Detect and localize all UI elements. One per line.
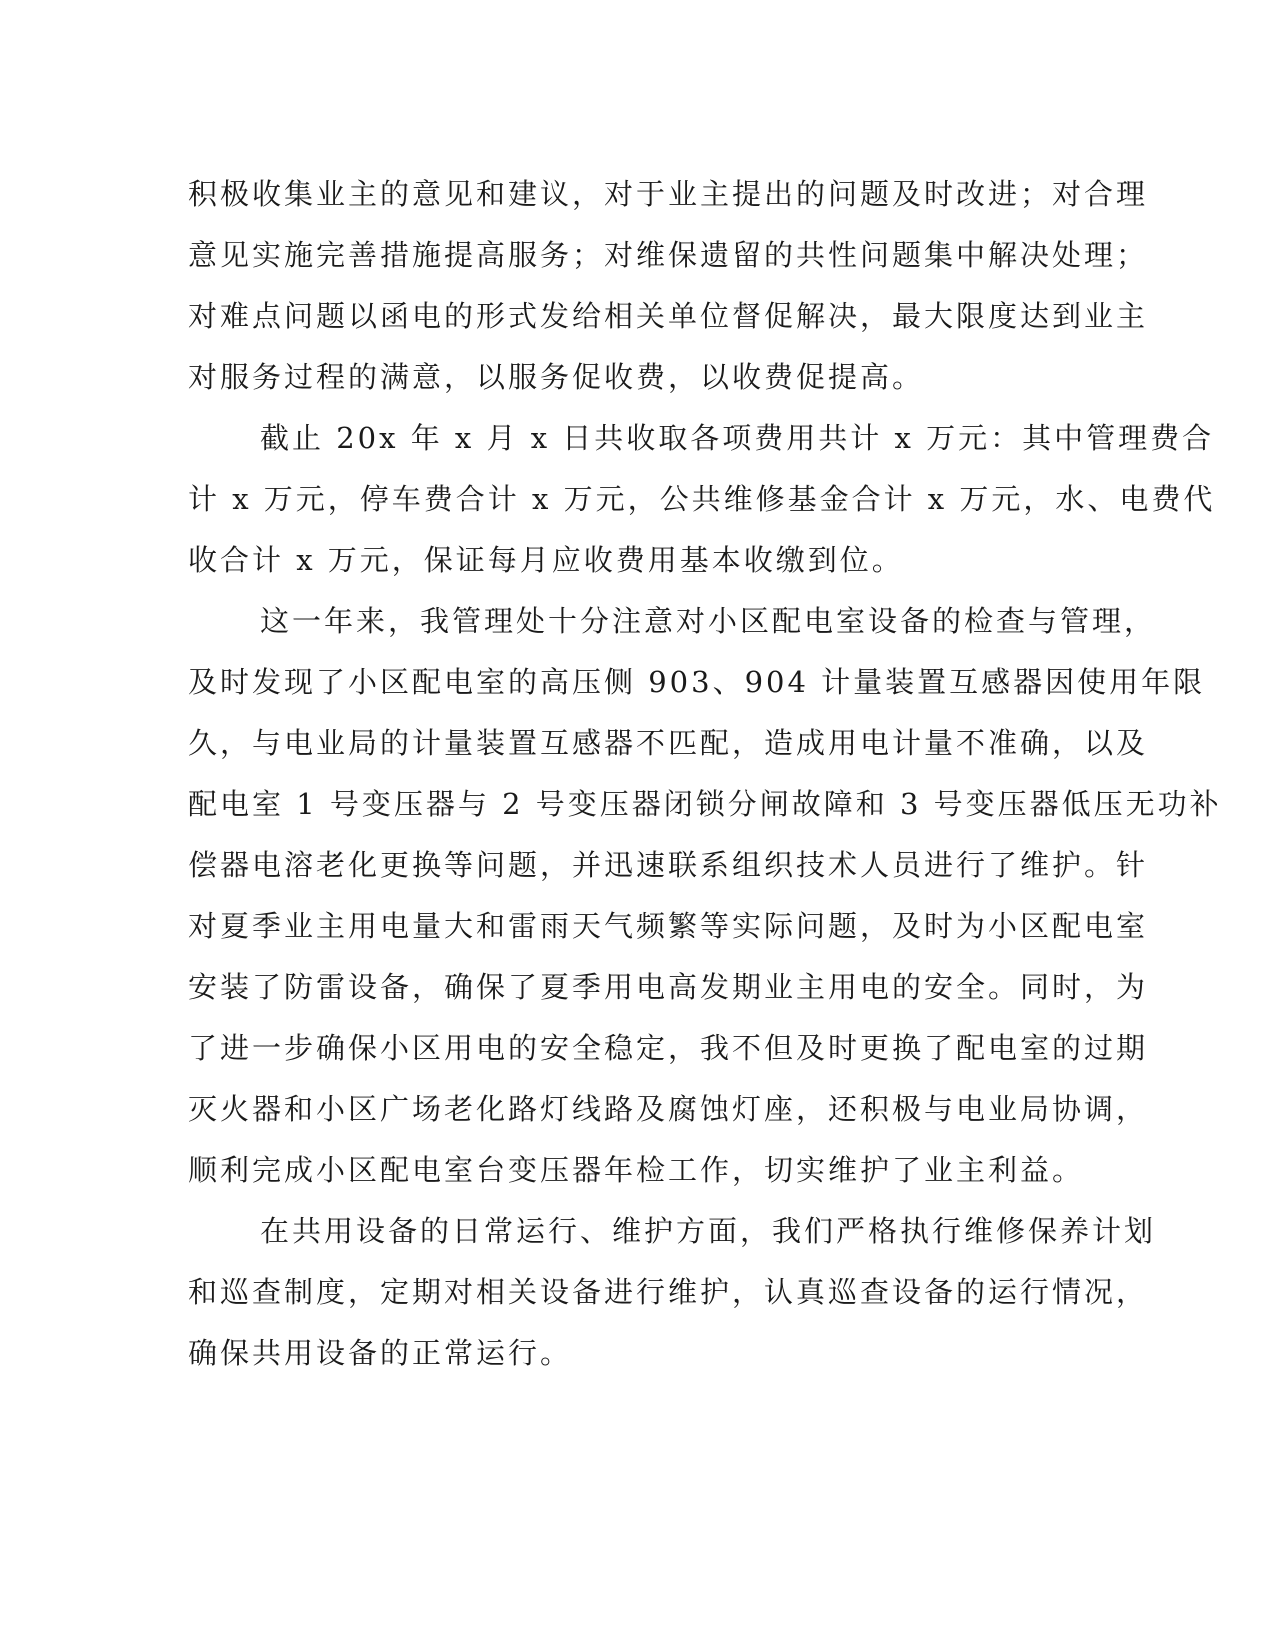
text-line: 及时发现了小区配电室的高压侧 903、904 计量装置互感器因使用年限 (188, 665, 1206, 699)
text-line: 偿器电溶老化更换等问题，并迅速联系组织技术人员进行了维护。针 (188, 848, 1149, 882)
text-line: 和巡查制度，定期对相关设备进行维护，认真巡查设备的运行情况， (188, 1275, 1149, 1309)
text-line: 对难点问题以函电的形式发给相关单位督促解决，最大限度达到业主 (188, 299, 1149, 333)
paragraph-start-line: 截止 20x 年 x 月 x 日共收取各项费用共计 x 万元：其中管理费合 (260, 421, 1215, 455)
paragraph-start-line: 这一年来，我管理处十分注意对小区配电室设备的检查与管理， (260, 604, 1157, 638)
text-line: 对服务过程的满意，以服务促收费，以收费促提高。 (188, 360, 925, 394)
text-line: 意见实施完善措施提高服务；对维保遗留的共性问题集中解决处理； (188, 238, 1149, 272)
text-line: 了进一步确保小区用电的安全稳定，我不但及时更换了配电室的过期 (188, 1031, 1149, 1065)
text-line: 收合计 x 万元，保证每月应收费用基本收缴到位。 (188, 543, 904, 577)
paragraph-start-line: 在共用设备的日常运行、维护方面，我们严格执行维修保养计划 (260, 1214, 1157, 1248)
text-line: 配电室 1 号变压器与 2 号变压器闭锁分闸故障和 3 号变压器低压无功补 (188, 787, 1222, 821)
text-line: 对夏季业主用电量大和雷雨天气频繁等实际问题，及时为小区配电室 (188, 909, 1149, 943)
text-line: 安装了防雷设备，确保了夏季用电高发期业主用电的安全。同时，为 (188, 970, 1149, 1004)
text-line: 灭火器和小区广场老化路灯线路及腐蚀灯座，还积极与电业局协调， (188, 1092, 1149, 1126)
text-line: 计 x 万元，停车费合计 x 万元，公共维修基金合计 x 万元，水、电费代 (188, 482, 1216, 516)
text-line: 顺利完成小区配电室台变压器年检工作，切实维护了业主利益。 (188, 1153, 1085, 1187)
text-line: 确保共用设备的正常运行。 (188, 1336, 573, 1370)
document-body (188, 164, 1222, 1384)
text-line: 积极收集业主的意见和建议，对于业主提出的问题及时改进；对合理 (188, 177, 1149, 211)
text-line: 久，与电业局的计量装置互感器不匹配，造成用电计量不准确，以及 (188, 726, 1149, 760)
